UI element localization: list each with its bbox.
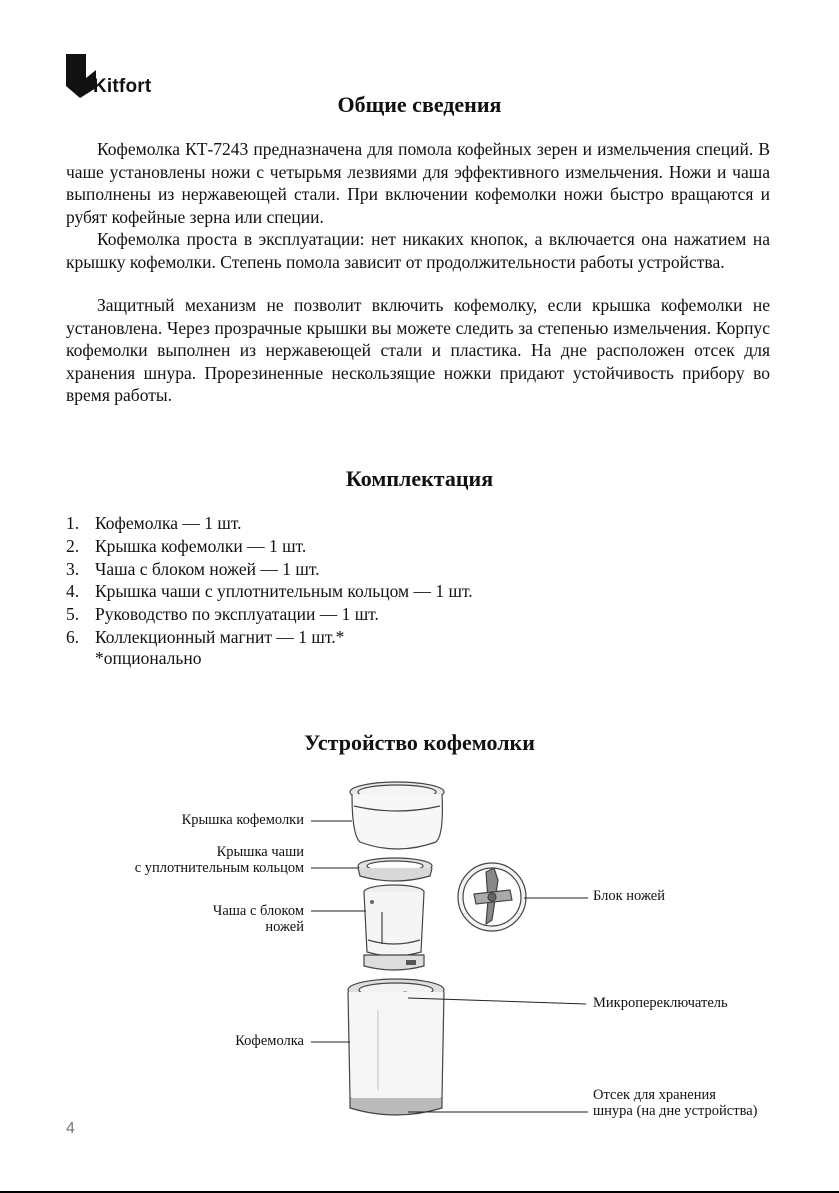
- list-item: 3. Чаша с блоком ножей — 1 шт.: [66, 558, 320, 579]
- list-item: 5. Руководство по эксплуатации — 1 шт.: [66, 604, 379, 625]
- optional-note: *опционально: [95, 648, 202, 668]
- grinder-lid-illustration: [350, 782, 444, 849]
- contents-list: [66, 512, 473, 649]
- label-cord-line2: шнура (на дне устройства): [593, 1103, 758, 1119]
- bowl-illustration: [364, 885, 424, 970]
- label-bowl-lid-line2: с уплотнительным кольцом: [134, 860, 304, 876]
- label-bowl-line2: ножей: [265, 919, 304, 935]
- brand-name: Kitfort: [93, 76, 152, 97]
- device-diagram: [0, 760, 839, 1130]
- section-title-general: Общие сведения: [337, 92, 502, 117]
- section-title-contents: Комплектация: [345, 466, 494, 491]
- grinder-body-illustration: [348, 979, 444, 1115]
- list-item: 4. Крышка чаши с уплотнительным кольцом — 1 шт.: [66, 581, 473, 602]
- section-title-device: Устройство кофемолки: [304, 730, 535, 755]
- list-item: 2. Крышка кофемолки — 1 шт.: [66, 535, 307, 556]
- paragraph-protection: Защитный механизм не позволит включить кофемолку, если крышка кофемолки не установлена. Через прозрачные крышки вы можете следить за степенью измельчения. Корпус кофемолки выполнен из нержавеющей стали и пластика. На дне расположен отсек для хранения шнура. Прорезиненные нескользящие ножки придают устойчивость прибору во время работы.: [66, 295, 770, 406]
- page-number: 4: [66, 1120, 75, 1137]
- label-cord-line1: Отсек для хранения: [593, 1087, 716, 1103]
- list-item: 1. Кофемолка — 1 шт.: [66, 513, 242, 533]
- bowl-lid-illustration: [358, 858, 432, 881]
- list-item: 6. Коллекционный магнит — 1 шт.*: [66, 626, 345, 647]
- label-bowl-line1: Чаша с блоком: [212, 903, 304, 919]
- label-grinder-lid: Крышка кофемолки: [181, 812, 304, 828]
- label-grinder: Кофемолка: [235, 1033, 304, 1049]
- paragraph-purpose: Кофемолка КТ-7243 предназначена для помола кофейных зерен и измельчения специй. В чаше установлены ножи с четырьмя лезвиями для эффективного измельчения. Ножи и чаша выполнены из нержавеющей стали. При включении кофемолки ножи быстро вращаются и рубят кофейные зерна или специи.: [66, 139, 770, 227]
- blade-block-illustration: [458, 863, 526, 931]
- label-microswitch: Микропереключатель: [593, 995, 728, 1011]
- label-blade-block: Блок ножей: [593, 888, 665, 904]
- paragraph-operation: Кофемолка проста в эксплуатации: нет никаких кнопок, а включается она нажатием на крышку кофемолки. Степень помола зависит от продолжительности работы устройства.: [66, 229, 770, 272]
- label-bowl-lid-line1: Крышка чаши: [216, 844, 304, 860]
